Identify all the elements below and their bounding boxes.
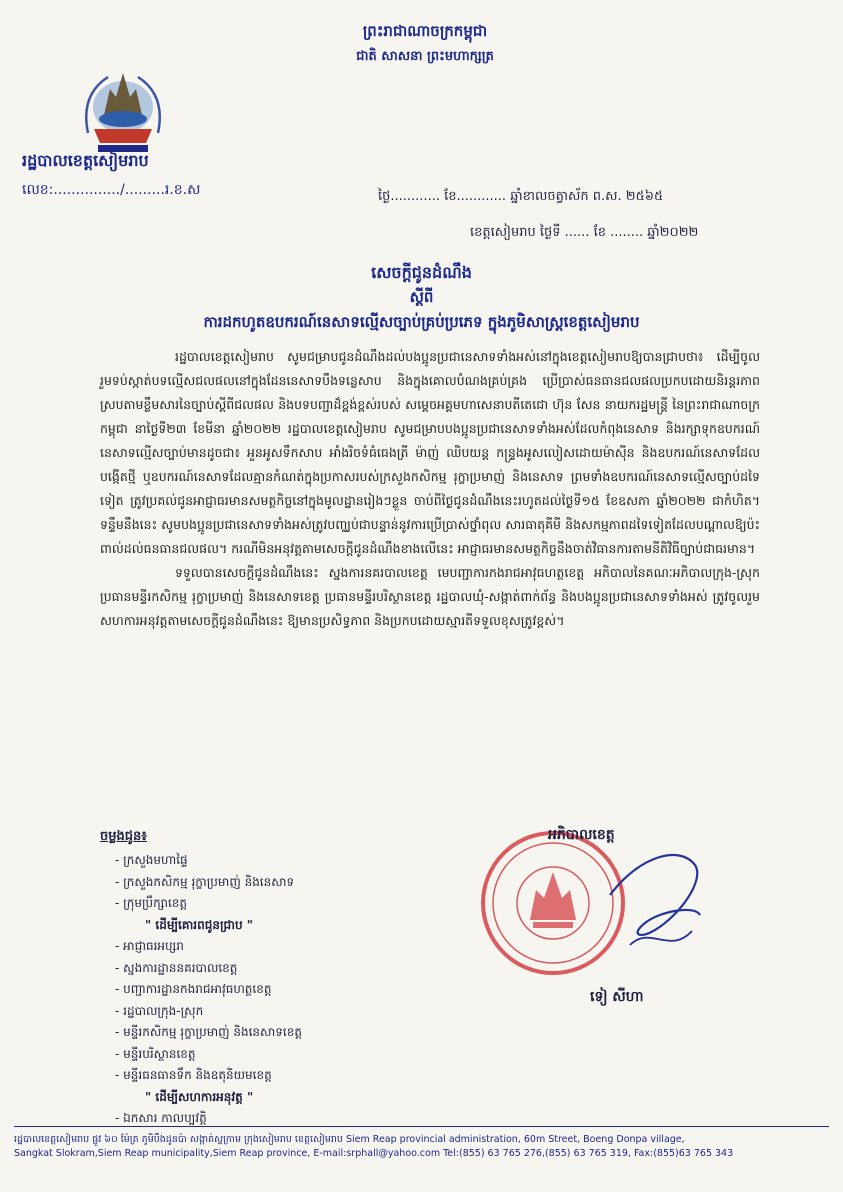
recipients-list — [115, 850, 302, 1130]
place-date: ខេត្តសៀមរាប ថ្ងៃទី ...... ខែ ........ ឆ្នាំ២០២២ — [470, 225, 699, 240]
reference-number: លេខ:.............../.........រ.ខ.ស — [22, 182, 201, 198]
footer-contact-info: Sangkat Slokram,Siem Reap municipality,Siem Reap province, E-mail:srphall@yahoo.com Tel:(855) 63 765 276,(855) 63 765 319, Fax:(855)63 765 343 — [14, 1148, 734, 1159]
footer-address: រដ្ឋបាលខេត្តសៀមរាប ផ្លូវ ៦០ ម៉ែត្រ ភូមិបឹងដូនប៉ា សង្កាត់ស្លក្រាម ក្រុងសៀមរាប ខេត្តសៀមរាប Siem Reap provincial administration, 60m Street, Boeng Donpa village, — [14, 1134, 685, 1145]
list-item: - ក្រសួងកសិកម្ម រុក្ខាប្រមាញ់ និងនេសាទ — [115, 874, 295, 889]
notice-body — [100, 345, 760, 633]
recipients-note: " ដើម្បីសហការអនុវត្ត " — [145, 1089, 254, 1104]
list-item: - ឯកសារ កាលប្បវត្តិ — [115, 1111, 207, 1125]
document-subject: ការដកហូតឧបករណ៍នេសាទល្មើសច្បាប់គ្រប់ប្រភេទ ក្នុងភូមិសាស្ត្រខេត្តសៀមរាប — [203, 313, 640, 331]
document-title: សេចក្ដីជូនដំណឹង — [371, 263, 472, 282]
footer-contact — [14, 1133, 829, 1161]
national-motto: ជាតិ សាសនា ព្រះមហាក្សត្រ — [356, 49, 494, 64]
list-item: - មន្ទីរកសិកម្ម រុក្ខាប្រមាញ់ និងនេសាទខេត្ត — [115, 1025, 302, 1039]
lunar-date: ថ្ងៃ............ ខែ............ ឆ្នាំខាលចត្វាស័ក ព.ស. ២៥៦៥ — [378, 189, 664, 204]
signatory-name: ទៀ សីហា — [590, 989, 644, 1005]
list-item: - ស្នងការដ្ឋាននគរបាលខេត្ត — [115, 960, 238, 975]
document-subtitle-about: ស្ដីពី — [409, 288, 434, 306]
list-item: - រដ្ឋបាលក្រុង-ស្រុក — [115, 1003, 204, 1018]
provincial-logo — [68, 55, 178, 165]
list-item: - មន្ទីរបរិស្ថានខេត្ត — [115, 1046, 196, 1061]
body-paragraph: រដ្ឋបាលខេត្តសៀមរាប សូមជម្រាបជូនដំណឹងដល់បងប្អូនប្រជានេសាទទាំងអស់នៅក្នុងខេត្តសៀមរាបឱ្យបានជ្រាបថា៖ ដើម្បីចូលរួមទប់ស្កាត់បទល្មើសជលផលនៅក្នុងដែននេសាទបឹងទន្លេសាប និងក្នុងគោលបំណងគ្រប់គ្រង ប្រើប្រាស់ធនធានជលផលប្រកបដោយនិរន្តរភាព ស្របតាមខ្លឹមសារនៃច្បាប់ស្ដីពីជលផល និងបទបញ្ជាដ៏ខ្ពង់ខ្ពស់របស់ សម្ដេចអគ្គមហាសេនាបតីតេជោ ហ៊ុន សែន នាយករដ្ឋមន្ត្រី នៃព្រះរាជាណាចក្រកម្ពុជា នាថ្ងៃទី២៣ ខែមីនា ឆ្នាំ២០២២ រដ្ឋបាលខេត្តសៀមរាប សូមជម្រាបបងប្អូនប្រជានេសាទទាំងអស់ដែលកំពុងនេសាទ និងរក្សាទុកឧបករណ៍នេសាទល្មើសច្បាប់មានដូចជា៖ អួនអូសទឹកសាប អាំងរិចទំធំធេងត្រី ម៉ាញ់ ឈិបយន្ត កន្ទ្រងអូសលៀសដោយម៉ាស៊ីន និងឧបករណ៍នេសាទដែលបង្កើតថ្មី ឬឧបករណ៍នេសាទដែលគ្មានកំណត់ក្នុងប្រកាសរបស់ក្រសួងកសិកម្ម រុក្ខាប្រមាញ់ និងនេសាទ ព្រមទាំងឧបករណ៍នេសាទល្មើសច្បាប់ដទៃទៀត ត្រូវប្រគល់ជូនអាជ្ញាធរមានសមត្ថកិច្ចនៅក្នុងមូលដ្ឋានរៀងៗខ្លួន ចាប់ពីថ្ងៃជូនដំណឹងនេះរហូតដល់ថ្ងៃទី១៥ ខែឧសភា ឆ្នាំ២០២២ ជាកំហិត។ ទន្ទឹមនឹងនេះ សូមបងប្អូនប្រជានេសាទទាំងអស់ត្រូវបញ្ឈប់ជាបន្ទាន់នូវការប្រើប្រាស់ថ្នាំពុល សារធាតុគីមី និងសកម្មភាពដទៃទៀតដែលបណ្ដាលឱ្យប៉ះពាល់ដល់ធនធានជលផល។ ករណីមិនអនុវត្តតាមសេចក្ដីជូនដំណឹងខាងលើនេះ អាជ្ញាធរមានសមត្ថកិច្ចនឹងចាត់វិធានការតាមនីតិវិធីច្បាប់ជាធរមាន។ — [100, 349, 760, 556]
issuing-authority: រដ្ឋបាលខេត្តសៀមរាប — [22, 151, 149, 170]
recipients-title: ចម្លងជូន៖ — [100, 829, 147, 844]
recipients-note: " ដើម្បីគោរពជូនជ្រាប " — [145, 917, 253, 932]
list-item: - ក្រសួងមហាផ្ទៃ — [115, 853, 188, 867]
kingdom-heading: ព្រះរាជាណាចក្រកម្ពុជា — [362, 22, 488, 40]
list-item: - មន្ទីរធនធានទឹក និងឧតុនិយមខេត្ត — [115, 1068, 272, 1082]
body-paragraph: ទទួលបានសេចក្ដីជូនដំណឹងនេះ ស្នងការនគរបាលខេត្ត មេបញ្ជាការកងរាជអាវុធហត្ថខេត្ត អភិបាលនៃគណៈអភិបាលក្រុង-ស្រុក ប្រធានមន្ទីរកសិកម្ម រុក្ខាប្រមាញ់ និងនេសាទខេត្ត ប្រធានមន្ទីរបរិស្ថានខេត្ត រដ្ឋបាលឃុំ-សង្កាត់ពាក់ព័ន្ធ និងបងប្អូនប្រជានេសាទទាំងអស់ ត្រូវចូលរួមសហការអនុវត្តតាមសេចក្ដីជូនដំណឹងនេះ ឱ្យមានប្រសិទ្ធភាព និងប្រកបដោយស្មារតីទទួលខុសត្រូវខ្ពស់។ — [100, 565, 760, 628]
list-item: - ក្រុមប្រឹក្សាខេត្ត — [115, 896, 188, 910]
signatory-title: អភិបាលខេត្ត — [548, 827, 615, 843]
list-item: - អាជ្ញាធរអប្សរា — [115, 939, 184, 953]
list-item: - បញ្ជាការដ្ឋានកងរាជអាវុធហត្ថខេត្ត — [115, 982, 272, 996]
handwritten-signature — [600, 835, 710, 975]
footer-divider — [14, 1126, 829, 1127]
